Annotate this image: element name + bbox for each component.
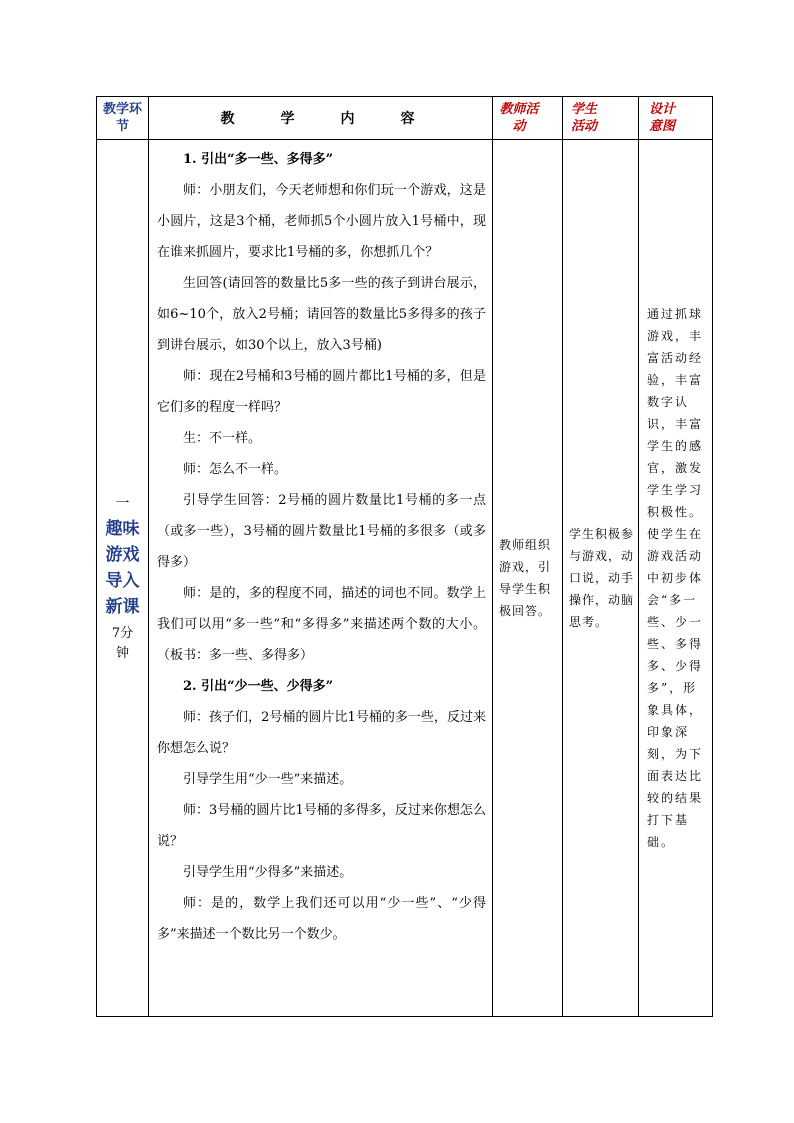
content-paragraph: 师：是的，多的程度不同，描述的词也不同。数学上我们可以用“多一些”和“多得多”来描述两个数的大小。（板书：多一些、多得多） bbox=[157, 586, 486, 663]
content-paragraph: 师：3号桶的圆片比1号桶的多得多，反过来你想怎么说？ bbox=[157, 803, 486, 849]
header-environment-label: 教学环节 bbox=[102, 102, 142, 134]
content-cell bbox=[149, 140, 493, 1017]
header-design-intent bbox=[639, 97, 713, 140]
subsection-title-2: 2. 引出“少一些、少得多” bbox=[183, 679, 334, 694]
content-paragraph: 引导学生用“少得多”来描述。 bbox=[183, 865, 353, 880]
header-student-activity bbox=[563, 97, 639, 140]
header-student-activity-label: 学生活动 bbox=[570, 102, 597, 134]
content-paragraph: 师：是的，数学上我们还可以用“少一些”、“少得多”来描述一个数比另一个数少。 bbox=[157, 896, 486, 942]
table-header-row bbox=[97, 97, 713, 140]
content-paragraph: 师：怎么不一样。 bbox=[183, 462, 288, 477]
header-content bbox=[149, 97, 493, 140]
content-paragraph: 师：现在2号桶和3号桶的圆片都比1号桶的多，但是它们多的程度一样吗？ bbox=[157, 369, 486, 415]
content-paragraph: 生：不一样。 bbox=[183, 431, 262, 446]
content-paragraph: 引导学生回答：2号桶的圆片数量比1号桶的多一点（或多一些），3号桶的圆片数量比1号桶的多很多（或多得多） bbox=[157, 493, 486, 570]
header-teacher-activity-label: 教师活动 bbox=[499, 102, 539, 134]
section-number: 一 bbox=[115, 496, 130, 512]
header-design-intent-label: 设计意图 bbox=[648, 102, 675, 134]
section-environment-cell bbox=[97, 140, 149, 1017]
design-intent-text: 通过抓球游戏，丰富活动经验，丰富数字认识，丰富学生的感官，激发学生学习积极性。使学生在游戏活动中初步体会“多一些、少一些、多得多、少得多”，形象具体，印象深刻，为下面表达比较的结果打下基础。 bbox=[647, 307, 704, 849]
header-content-label: 教学内容 bbox=[220, 111, 461, 127]
header-environment bbox=[97, 97, 149, 140]
content-paragraph: 师：孩子们，2号桶的圆片比1号桶的多一些，反过来你想怎么说？ bbox=[157, 710, 486, 756]
header-teacher-activity bbox=[493, 97, 563, 140]
content-paragraph: 师：小朋友们，今天老师想和你们玩一个游戏，这是小圆片，这是3个桶，老师抓5个小圆片放入1号桶中，现在谁来抓圆片，要求比1号桶的多，你想抓几个？ bbox=[157, 183, 486, 260]
student-activity-cell bbox=[563, 140, 639, 1017]
student-activity-text: 学生积极参与游戏，动口说，动手操作，动脑思考。 bbox=[569, 527, 635, 629]
subsection-title-1: 1. 引出“多一些、多得多” bbox=[183, 152, 334, 167]
teacher-activity-cell bbox=[493, 140, 563, 1017]
design-intent-cell bbox=[639, 140, 713, 1017]
section-row bbox=[97, 140, 713, 1017]
content-paragraph: 引导学生用“少一些”来描述。 bbox=[183, 772, 353, 787]
content-paragraph: 生回答(请回答的数量比5多一些的孩子到讲台展示，如6~10个，放入2号桶；请回答的数量比5多得多的孩子到讲台展示，如30个以上，放入3号桶) bbox=[157, 276, 486, 353]
section-time: 7分钟 bbox=[111, 626, 134, 661]
lesson-plan-table bbox=[96, 96, 713, 1017]
section-title: 趣味游戏导入新课 bbox=[105, 519, 140, 617]
teacher-activity-text: 教师组织游戏，引导学生积极回答。 bbox=[499, 538, 552, 618]
